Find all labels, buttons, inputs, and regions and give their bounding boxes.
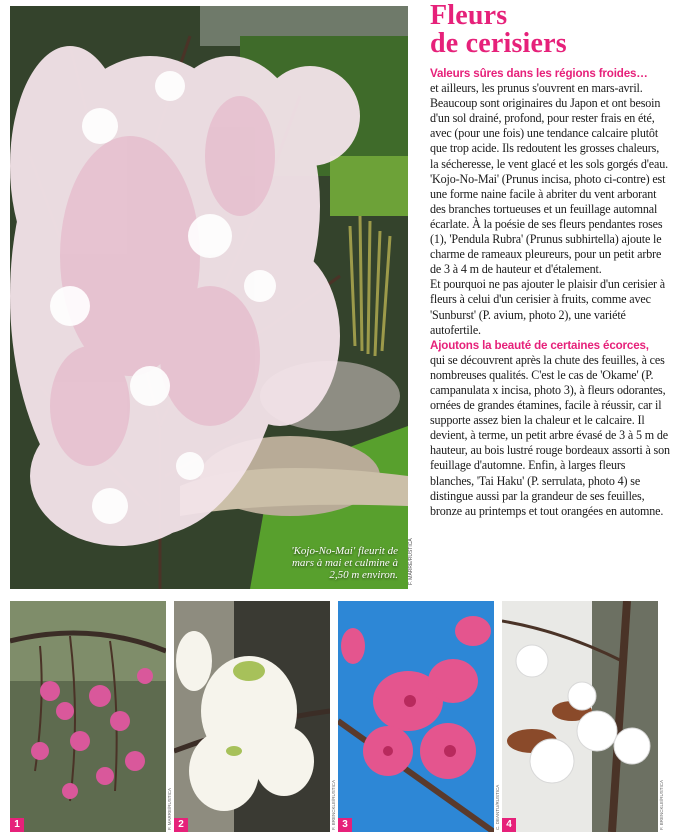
title-line-2: de cerisiers [430, 28, 567, 59]
cherry-shrub-illustration [10, 6, 408, 589]
thumb-credit: F. BRENCKLE/RUSTICA [659, 779, 664, 830]
thumb-credit: F. BRENCKLE/RUSTICA [331, 779, 336, 830]
photo-tai-haku [502, 601, 658, 832]
thumb-credit: F. MARRE/RUSTICA [167, 787, 172, 830]
title-line-1: Fleurs [430, 0, 508, 31]
thumb-credit: C. DEANTU/RUSTICA [495, 784, 500, 830]
lead-heading-1: Valeurs sûres dans les régions froides… [430, 67, 648, 80]
photo-credit: F. MARRE/RUSTICA [408, 538, 414, 585]
photo-number-badge: 2 [174, 818, 188, 832]
paragraph-3: Et pourquoi ne pas ajouter le plaisir d'un cerisier à fleurs à celui d'un cerisier à fruits, comme avec 'Sunburst' (P. avium, photo 2), une variété autofertile. [430, 277, 666, 337]
photo-sunburst [174, 601, 330, 832]
paragraph-1: et ailleurs, les prunus s'ouvrent en mars-avril. Beaucoup sont originaires du Japon et ont besoin d'un sol drainé, profond, pour rester frais en été, avec (pour une fois) une tendance calcaire plutôt que trop acide. Ils redoutent les grosses chaleurs, la sécheresse, le vent glacé et les sols gorgés d'eau. [430, 81, 668, 171]
photo-caption: 'Kojo-No-Mai' fleurit de mars à mai et culmine à 2,50 m environ. [291, 545, 398, 581]
photo-okame [338, 601, 494, 832]
lead-heading-2: Ajoutons la beauté de certaines écorces, [430, 338, 649, 352]
photo-number-badge: 4 [502, 818, 516, 832]
photo-number-badge: 1 [10, 818, 24, 832]
photo-pendula-rubra [10, 601, 166, 832]
photo-number-badge: 3 [338, 818, 352, 832]
article-body [430, 66, 670, 519]
paragraph-2: 'Kojo-No-Mai' (Prunus incisa, photo ci-contre) est une forme naine facile à abriter du vent arborant des branches tortueuses et un feuillage automnal écarlate. À la poésie de ses fleurs pendantes roses (1), 'Pendula Rubra' (Prunus subhirtella) ajoute le charme de rameaux pleureurs, pour un petit arbre de 3 à 4 m de hauteur et d'étalement. [430, 171, 666, 277]
article-title [430, 2, 670, 58]
paragraph-4: qui se découvrent après la chute des feuilles, à ces nombreuses qualités. C'est le cas de 'Okame' (P. campanulata x incisa, photo 3), à fleurs odorantes, ornées de grandes étamines, facile à réussir, car il supporte assez bien la chaleur et le calcaire. Il devient, à terme, un petit arbre évasé de 3 à 5 m de hauteur, au bois lustré rouge bordeaux assorti à son feuillage d'automne. Enfin, à larges fleurs blanches, 'Tai Haku' (P. serrulata, photo 4) se distingue aussi par la grandeur de ses feuilles, bronze au printemps et tout orangées en automne. [430, 352, 670, 518]
main-photo [10, 6, 408, 589]
